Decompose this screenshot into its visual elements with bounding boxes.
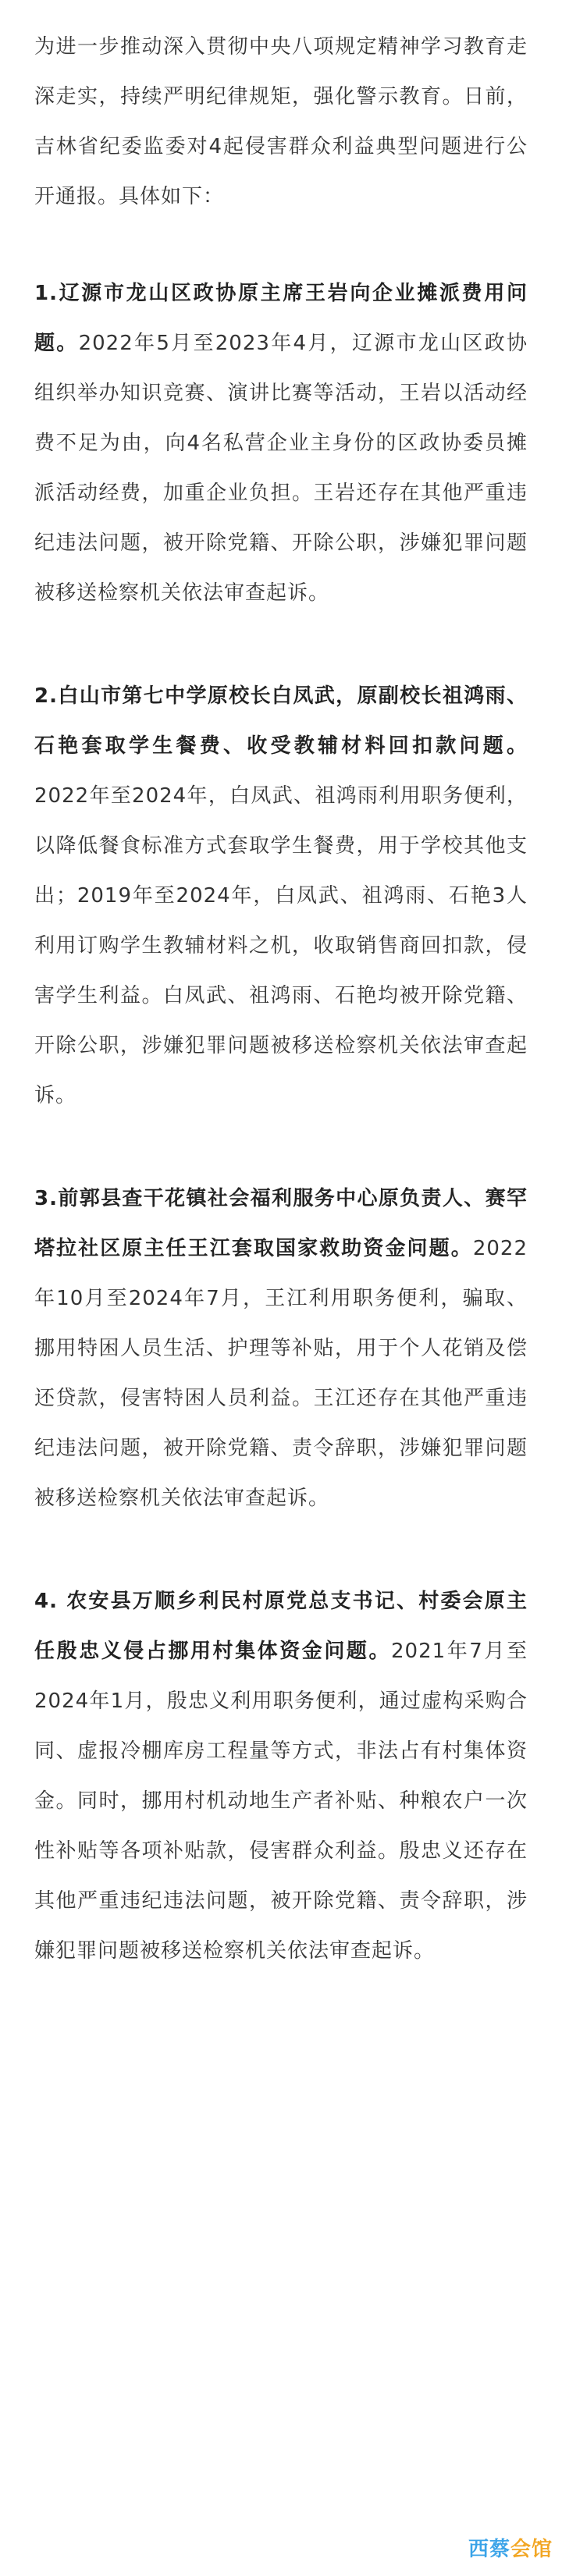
case-2-paragraph bbox=[34, 671, 528, 1121]
case-2-body: 2022年至2024年，白凤武、祖鸿雨利用职务便利，以降低餐食标准方式套取学生餐费，用于学校其他支出；2019年至2024年，白凤武、祖鸿雨、石艳3人利用订购学生教辅材料之机，收取销售商回扣款，侵害学生利益。白凤武、祖鸿雨、石艳均被开除党籍、开除公职，涉嫌犯罪问题被移送检察机关依法审查起诉。 bbox=[34, 784, 528, 1107]
case-4-title: 4. 农安县万顺乡利民村原党总支书记、村委会原主任殷忠义侵占挪用村集体资金问题。 bbox=[34, 1590, 528, 1663]
case-1-title: 1.辽源市龙山区政协原主席王岩向企业摊派费用问题。 bbox=[34, 282, 528, 355]
case-3-title: 3.前郭县查干花镇社会福利服务中心原负责人、赛罕塔拉社区原主任王江套取国家救助资金问题。 bbox=[34, 1187, 528, 1260]
watermark-logo bbox=[468, 2533, 553, 2562]
case-4-paragraph bbox=[34, 1576, 528, 1976]
case-2-title: 2.白山市第七中学原校长白凤武，原副校长祖鸿雨、石艳套取学生餐费、收受教辅材料回扣款问题。 bbox=[34, 684, 528, 758]
article-body bbox=[34, 22, 528, 1976]
case-3-paragraph bbox=[34, 1174, 528, 1523]
case-1-body: 2022年5月至2023年4月，辽源市龙山区政协组织举办知识竞赛、演讲比赛等活动，王岩以活动经费不足为由，向4名私营企业主身份的区政协委员摊派活动经费，加重企业负担。王岩还存在其他严重违纪违法问题，被开除党籍、开除公职，涉嫌犯罪问题被移送检察机关依法审查起诉。 bbox=[34, 332, 528, 605]
watermark-text-part2: 会馆 bbox=[510, 2538, 553, 2561]
case-3-body: 2022年10月至2024年7月，王江利用职务便利，骗取、挪用特困人员生活、护理等补贴，用于个人花销及偿还贷款，侵害特困人员利益。王江还存在其他严重违纪违法问题，被开除党籍、责令辞职，涉嫌犯罪问题被移送检察机关依法审查起诉。 bbox=[34, 1237, 528, 1510]
watermark-text-part1: 西蔡 bbox=[468, 2538, 510, 2561]
case-1-paragraph bbox=[34, 268, 528, 618]
intro-paragraph: 为进一步推动深入贯彻中央八项规定精神学习教育走深走实，持续严明纪律规矩，强化警示教育。日前，吉林省纪委监委对4起侵害群众利益典型问题进行公开通报。具体如下： bbox=[34, 35, 528, 208]
case-4-body: 2021年7月至2024年1月，殷忠义利用职务便利，通过虚构采购合同、虚报冷棚库房工程量等方式，非法占有村集体资金。同时，挪用村机动地生产者补贴、种粮农户一次性补贴等各项补贴款，侵害群众利益。殷忠义还存在其他严重违纪违法问题，被开除党籍、责令辞职，涉嫌犯罪问题被移送检察机关依法审查起诉。 bbox=[34, 1640, 528, 1963]
